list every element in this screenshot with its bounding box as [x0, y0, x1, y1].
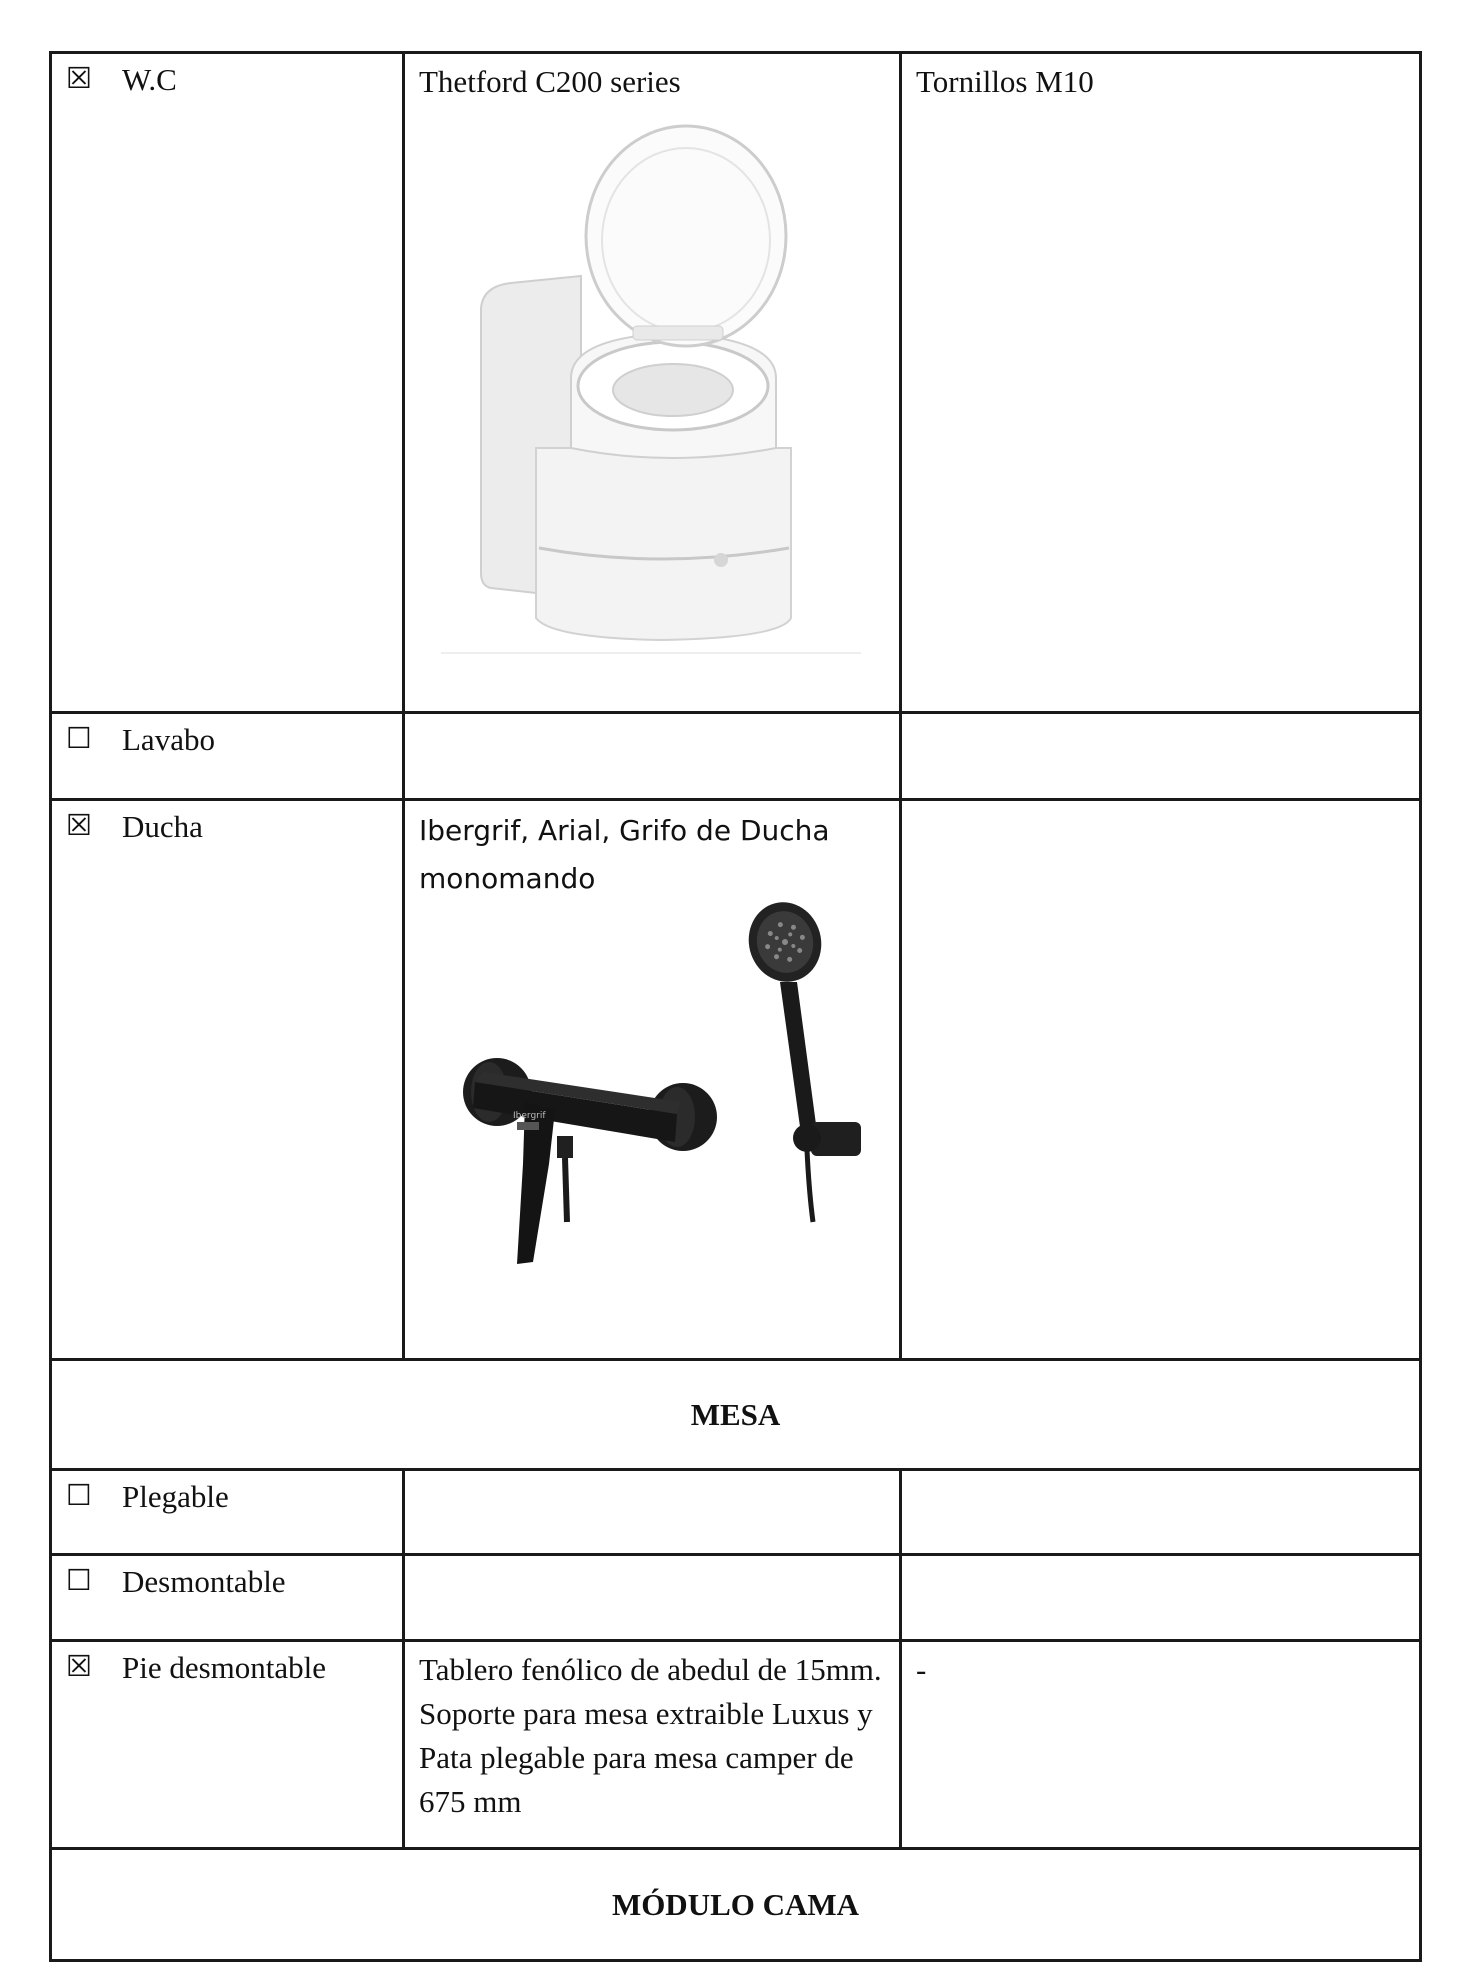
model-cell	[404, 1470, 901, 1555]
item-cell	[51, 1641, 404, 1849]
model-cell	[404, 53, 901, 713]
section-title-modulo-cama: MÓDULO CAMA	[51, 1849, 1421, 1961]
table-row-lavabo	[51, 713, 1421, 800]
fixing-cell	[901, 1470, 1421, 1555]
brand-mark: Ibergrif	[513, 1111, 546, 1122]
fixing-cell	[901, 53, 1421, 713]
item-label: Lavabo	[122, 722, 215, 757]
checkbox-unchecked[interactable]: ☐	[66, 1478, 92, 1512]
fixing-cell	[901, 800, 1421, 1360]
fixing-text: -	[916, 1652, 927, 1687]
section-row-mesa	[51, 1360, 1421, 1470]
model-cell	[404, 1555, 901, 1641]
table-row-plegable	[51, 1470, 1421, 1555]
checkbox-unchecked[interactable]: ☐	[66, 1563, 92, 1597]
checkbox-checked[interactable]: ☒	[66, 808, 92, 842]
fixing-cell	[901, 713, 1421, 800]
equipment-table	[49, 51, 1422, 1962]
fixing-text: Tornillos M10	[916, 64, 1094, 99]
checkbox-unchecked[interactable]: ☐	[66, 721, 92, 755]
fixing-cell	[901, 1641, 1421, 1849]
item-cell	[51, 713, 404, 800]
section-title-mesa: MESA	[51, 1360, 1421, 1470]
item-cell	[51, 53, 404, 713]
section-row-modulo-cama	[51, 1849, 1421, 1961]
model-cell	[404, 713, 901, 800]
item-label: Plegable	[122, 1479, 229, 1514]
table-row-desmontable	[51, 1555, 1421, 1641]
checkbox-checked[interactable]: ☒	[66, 61, 92, 95]
toilet-image	[421, 118, 881, 658]
model-cell	[404, 800, 901, 1360]
table-row-ducha	[51, 800, 1421, 1360]
model-text: Ibergrif, Arial, Grifo de Ducha monomando	[419, 814, 830, 895]
model-text: Thetford C200 series	[419, 64, 681, 99]
item-label: Desmontable	[122, 1564, 286, 1599]
item-cell	[51, 800, 404, 1360]
table-row-wc	[51, 53, 1421, 713]
item-cell	[51, 1555, 404, 1641]
item-label: Ducha	[122, 809, 203, 844]
checkbox-checked[interactable]: ☒	[66, 1649, 92, 1683]
item-cell	[51, 1470, 404, 1555]
model-cell	[404, 1641, 901, 1849]
table-row-pie-desmontable	[51, 1641, 1421, 1849]
item-label: W.C	[122, 62, 177, 97]
model-text: Tablero fenólico de abedul de 15mm. Soporte para mesa extraible Luxus y Pata plegable para mesa camper de 675 mm	[419, 1652, 882, 1820]
fixing-cell	[901, 1555, 1421, 1641]
item-label: Pie desmontable	[122, 1650, 327, 1685]
shower-faucet-image	[445, 902, 897, 1342]
